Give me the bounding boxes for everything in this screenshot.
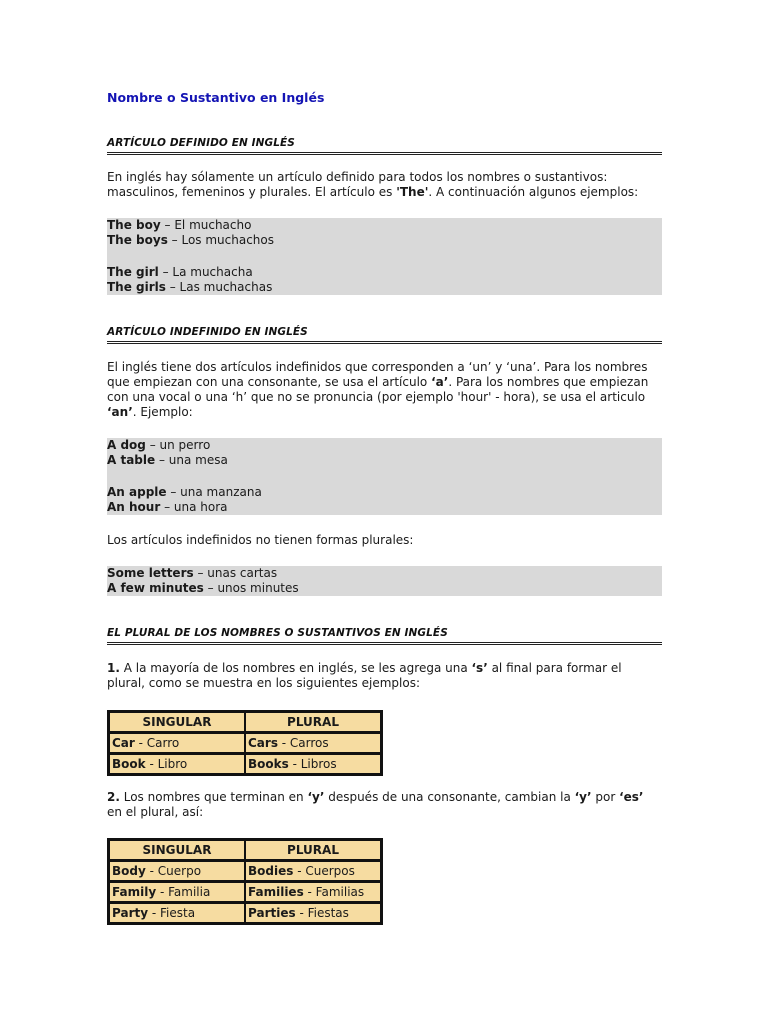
example-line: The girl – La muchacha bbox=[107, 265, 253, 279]
plural-rule-1: 1. A la mayoría de los nombres en inglés, se les agrega una ‘s’ al final para formar el plural, como se muestra en los siguientes ejemplos: bbox=[107, 661, 622, 690]
section-heading-plural: EL PLURAL DE LOS NOMBRES O SUSTANTIVOS EN INGLÉS bbox=[107, 627, 662, 645]
table-cell: Body - Cuerpo bbox=[109, 861, 245, 882]
table-cell: Car - Carro bbox=[109, 733, 245, 754]
example-line: Some letters – unas cartas bbox=[107, 566, 278, 580]
plural-table-2 bbox=[107, 838, 383, 925]
example-line: A few minutes – unos minutes bbox=[107, 581, 299, 595]
table-cell: Family - Familia bbox=[109, 882, 245, 903]
table-header-singular: SINGULAR bbox=[109, 712, 245, 733]
plural-table-1 bbox=[107, 710, 383, 776]
table-row bbox=[109, 733, 381, 754]
table-cell: Families - Familias bbox=[245, 882, 381, 903]
table-cell: Bodies - Cuerpos bbox=[245, 861, 381, 882]
table-row bbox=[109, 903, 381, 923]
plural-rule-2: 2. Los nombres que terminan en ‘y’ después de una consonante, cambian la ‘y’ por ‘es’ en el plural, así: bbox=[107, 790, 644, 819]
indefinite-plural-note: Los artículos indefinidos no tienen formas plurales: bbox=[107, 533, 414, 547]
example-line: The girls – Las muchachas bbox=[107, 280, 273, 294]
page-title: Nombre o Sustantivo en Inglés bbox=[107, 90, 325, 105]
indefinite-article-examples bbox=[107, 438, 662, 515]
example-line: The boy – El muchacho bbox=[107, 218, 252, 232]
table-cell: Parties - Fiestas bbox=[245, 903, 381, 923]
section-heading-indefinite-article: ARTÍCULO INDEFINIDO EN INGLÉS bbox=[107, 326, 662, 344]
example-line: A table – una mesa bbox=[107, 453, 228, 467]
definite-article-examples bbox=[107, 218, 662, 295]
example-line: An apple – una manzana bbox=[107, 485, 262, 499]
section-heading-definite-article: ARTÍCULO DEFINIDO EN INGLÉS bbox=[107, 137, 662, 155]
table-row bbox=[109, 882, 381, 903]
table-header-singular: SINGULAR bbox=[109, 840, 245, 861]
table-header-plural: PLURAL bbox=[245, 840, 381, 861]
table-header-plural: PLURAL bbox=[245, 712, 381, 733]
example-line: A dog – un perro bbox=[107, 438, 211, 452]
table-cell: Book - Libro bbox=[109, 754, 245, 774]
table-cell: Party - Fiesta bbox=[109, 903, 245, 923]
table-row bbox=[109, 861, 381, 882]
example-line: The boys – Los muchachos bbox=[107, 233, 275, 247]
indefinite-plural-examples bbox=[107, 566, 662, 596]
table-cell: Books - Libros bbox=[245, 754, 381, 774]
table-row bbox=[109, 754, 381, 774]
indefinite-article-intro: El inglés tiene dos artículos indefinidos que corresponden a ‘un’ y ‘una’. Para los nombres que empiezan con una consonante, se usa el artículo ‘a’. Para los nombres que empiezan con una vocal o una ‘h’ que no se pronuncia (por ejemplo 'hour' - hora), se usa el articulo ‘an’. Ejemplo: bbox=[107, 360, 649, 419]
definite-article-intro: En inglés hay sólamente un artículo definido para todos los nombres o sustantivos: masculinos, femeninos y plurales. El artículo es 'The'. A continuación algunos ejemplos: bbox=[107, 170, 639, 199]
table-cell: Cars - Carros bbox=[245, 733, 381, 754]
example-line: An hour – una hora bbox=[107, 500, 228, 514]
